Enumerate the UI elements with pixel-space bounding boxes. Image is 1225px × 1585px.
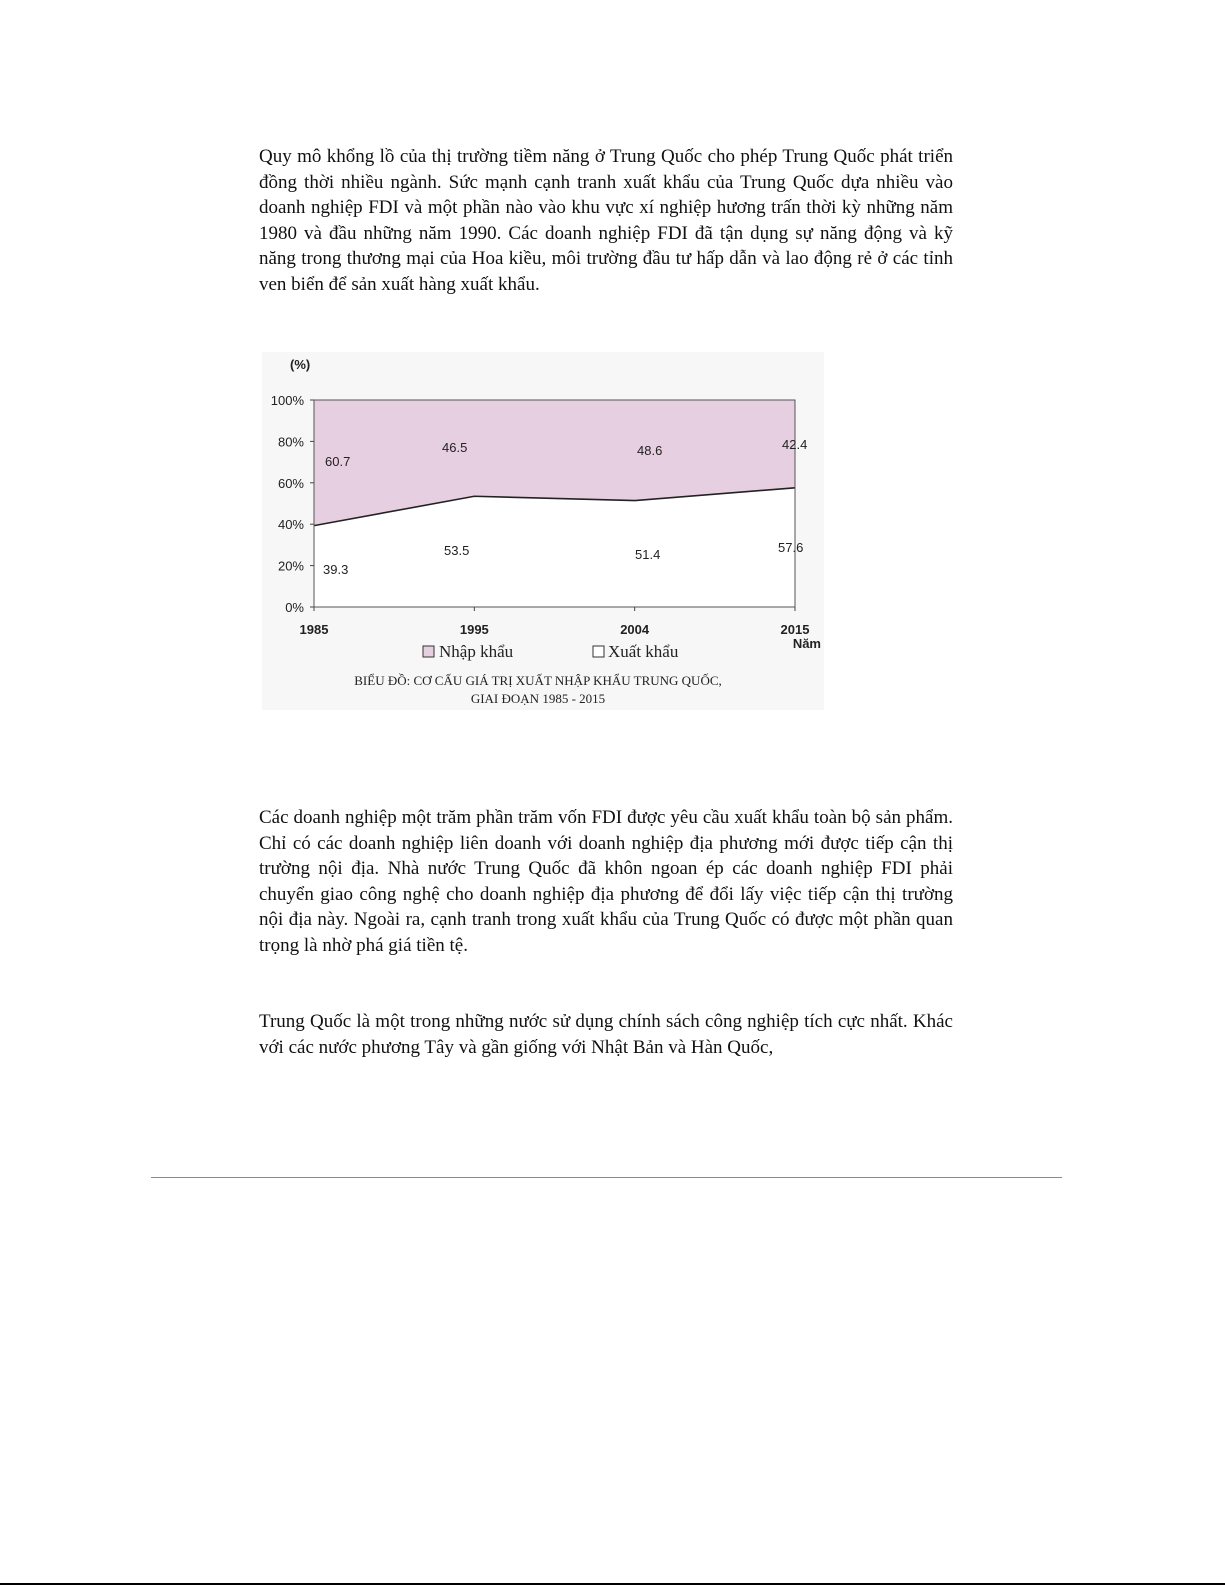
x-tick-label: 1985	[299, 622, 329, 637]
data-label-import: 48.6	[637, 443, 663, 458]
data-label-export: 57.6	[778, 540, 804, 555]
legend-swatch-import	[423, 646, 434, 657]
paragraph-3: Trung Quốc là một trong những nước sử dụng chính sách công nghiệp tích cực nhất. Khác với các nước phương Tây và gần giống với Nhật Bản và Hàn Quốc,	[259, 1011, 953, 1058]
paragraph-1: Quy mô khổng lồ của thị trường tiềm năng ở Trung Quốc cho phép Trung Quốc phát triển đồng thời nhiều ngành. Sức mạnh cạnh tranh xuất khẩu của Trung Quốc dựa nhiều vào doanh nghiệp FDI và một phần nào vào khu vực xí nghiệp hương trấn thời kỳ những năm 1980 và đầu những năm 1990. Các doanh nghiệp FDI đã tận dụng sự năng động và kỹ năng trong thương mại của Hoa kiều, môi trường đầu tư hấp dẫn và lao động rẻ ở các tỉnh ven biển để sản xuất hàng xuất khẩu.	[259, 146, 953, 295]
y-tick-label: 40%	[277, 517, 304, 533]
legend-swatch-export	[593, 646, 604, 657]
x-axis-title: Năm	[792, 636, 821, 651]
data-label-import: 60.7	[325, 454, 351, 469]
legend-label-import: Nhập khẩu	[439, 642, 514, 661]
data-label-export: 51.4	[635, 547, 661, 562]
data-label-export: 39.3	[323, 562, 349, 577]
data-label-import: 42.4	[782, 437, 808, 452]
data-label-import: 46.5	[442, 440, 468, 455]
chart-caption-line1: BIỂU ĐỒ: CƠ CẤU GIÁ TRỊ XUẤT NHẬP KHẨU TRUNG QUỐC,	[354, 673, 722, 688]
y-tick-label: 60%	[277, 475, 304, 491]
y-tick-label: 20%	[277, 558, 304, 574]
x-tick-label: 1995	[459, 622, 489, 637]
y-tick-label: 100%	[270, 393, 304, 408]
y-tick-label: 80%	[277, 434, 304, 450]
export-import-chart	[262, 352, 824, 710]
data-label-export: 53.5	[444, 543, 470, 558]
footer-divider	[151, 1177, 1062, 1178]
x-tick-label: 2004	[620, 622, 650, 637]
y-axis-title: (%)	[290, 357, 311, 372]
chart-caption-line2: GIAI ĐOẠN 1985 - 2015	[470, 691, 606, 706]
y-tick-label: 0%	[285, 600, 304, 615]
legend-label-export: Xuất khẩu	[608, 642, 679, 661]
paragraph-2: Các doanh nghiệp một trăm phần trăm vốn FDI được yêu cầu xuất khẩu toàn bộ sản phẩm. Chỉ có các doanh nghiệp liên doanh với doanh nghiệp địa phương mới được tiếp cận thị trường nội địa. Nhà nước Trung Quốc đã khôn ngoan ép các doanh nghiệp FDI phải chuyển giao công nghệ cho doanh nghiệp địa phương để đổi lấy việc tiếp cận thị trường nội địa này. Ngoài ra, cạnh tranh trong xuất khẩu của Trung Quốc có được một phần quan trọng là nhờ phá giá tiền tệ.	[259, 807, 953, 956]
x-tick-label: 2015	[780, 622, 810, 637]
